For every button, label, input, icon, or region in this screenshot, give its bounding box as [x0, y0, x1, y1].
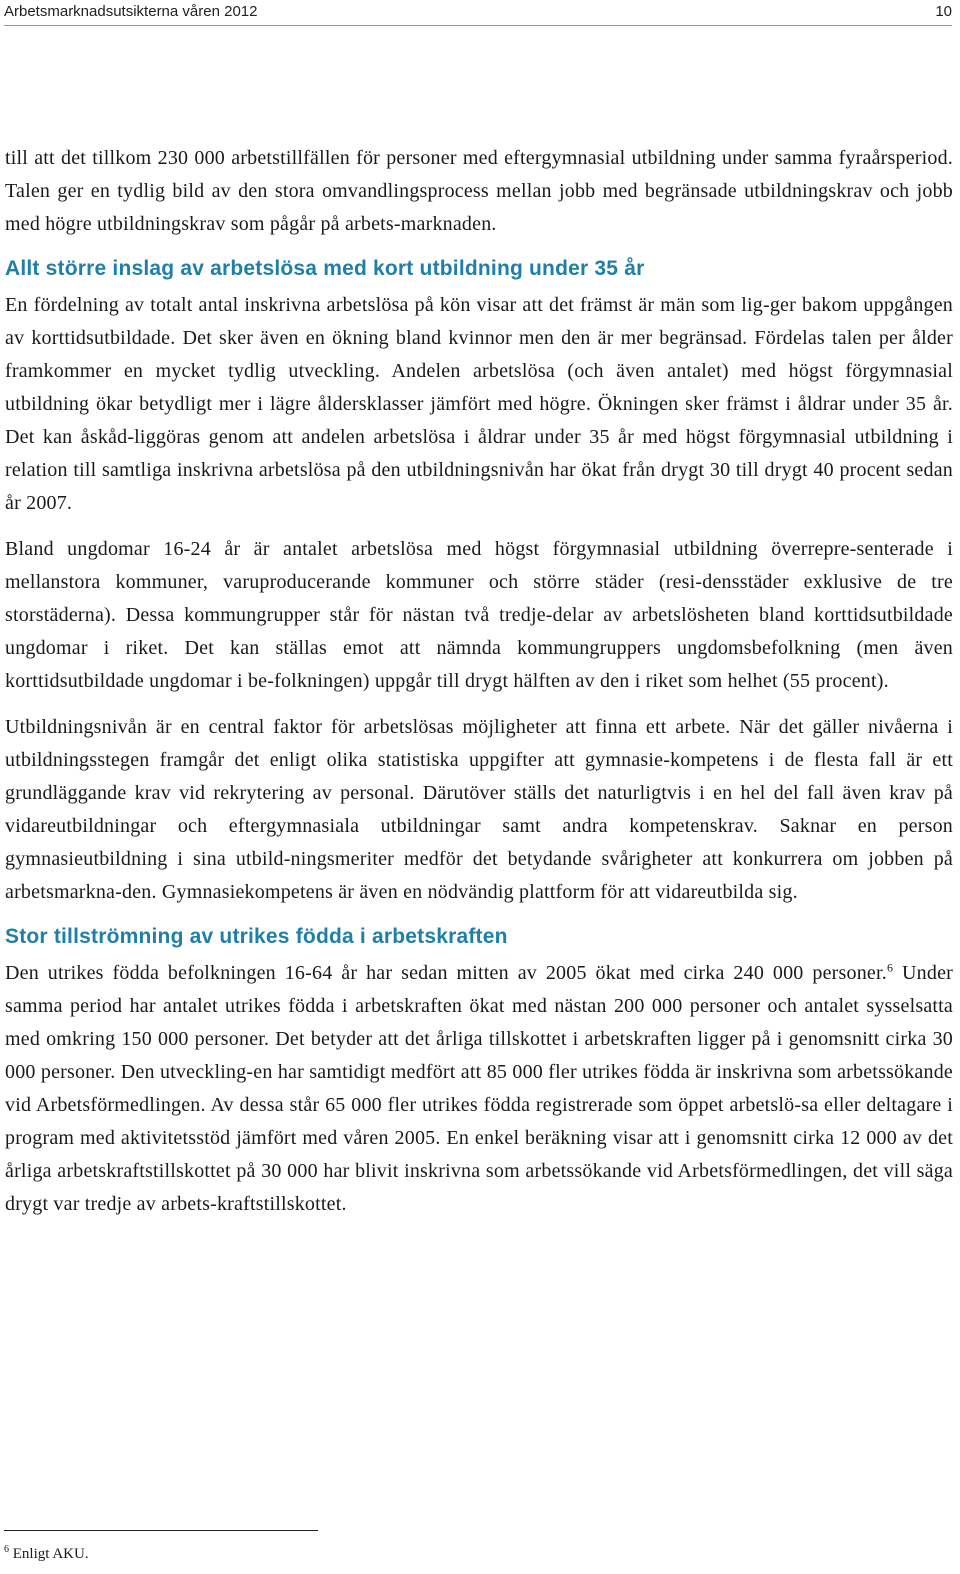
section-heading-foreign-born: Stor tillströmning av utrikes födda i arbetskraften [5, 925, 508, 948]
page-header [4, 0, 952, 22]
footnote-divider [4, 1530, 318, 1531]
paragraph-1: En fördelning av totalt antal inskrivna arbetslösa på kön visar att det främst är män som lig-ger bakom uppgången av korttidsutbildade. Det sker även en ökning bland kvinnor men den är mer begränsad. Fördelas talen per ålder framkommer en mycket tydlig utveckling. Andelen arbetslösa (och även antalet) med högst förgymnasial utbildning ökar betydligt mer i lägre åldersklasser jämfört med högre. Ökningen sker främst i åldrar under 35 år. Det kan åskåd-liggöras genom att andelen arbetslösa i åldrar under 35 år med högst förgymnasial utbildning i relation till samtliga inskrivna arbetslösa på den utbildningsnivån har ökat från drygt 30 till drygt 40 procent sedan år 2007. [5, 294, 953, 514]
running-title: Arbetsmarknadsutsikterna våren 2012 [4, 2, 258, 20]
paragraph-4-part-b: Under samma period har antalet utrikes födda i arbetskraften ökat med nästan 200 000 personer och antalet sysselsatta med omkring 150 000 personer. Det betyder att det årliga tillskottet i arbetskraften ligger på i genomsnitt cirka 30 000 personer. Den utveckling-en har samtidigt medfört att 85 000 fler utrikes födda är inskrivna som arbetssökande vid Arbetsförmedlingen. Av dessa står 65 000 fler utrikes födda registrerade som öppet arbetslö-sa eller deltagare i program med aktivitetsstöd jämfört med våren 2005. En enkel beräkning visar att i genomsnitt cirka 12 000 av det årliga arbetskraftstillskottet på 30 000 har blivit inskrivna som arbetssökande vid Arbetsförmedlingen, det vill säga drygt var tredje av arbets-kraftstillskottet. [5, 962, 954, 1215]
paragraph-4 [5, 957, 953, 1221]
paragraph-intro: till att det tillkom 230 000 arbetstillfällen för personer med eftergymnasial utbildning under samma fyraårsperiod. Talen ger en tydlig bild av den stora omvandlingsprocess mellan jobb med begränsade utbildningskrav och jobb med högre utbildningskrav som pågår på arbets-marknaden. [5, 147, 953, 235]
header-divider [4, 25, 952, 26]
section-heading-short-education: Allt större inslag av arbetslösa med kort utbildning under 35 år [5, 257, 645, 280]
paragraph-2: Bland ungdomar 16-24 år är antalet arbetslösa med högst förgymnasial utbildning överrepre-senterade i mellanstora kommuner, varuproducerande kommuner och större städer (resi-densstäder exklusive de tre storstäderna). Dessa kommungrupper står för nästan två tredje-delar av arbetslösheten bland korttidsutbildade ungdomar i riket. Det kan ställas emot att nämnda kommungruppers ungdomsbefolkning (men även korttidsutbildade ungdomar i be-folkningen) uppgår till drygt hälften av den i riket som helhet (55 procent). [5, 538, 953, 692]
footnote-text: Enligt AKU. [9, 1546, 89, 1562]
footnote-marker: 6 [4, 1544, 9, 1555]
paragraph-4-part-a: Den utrikes födda befolkningen 16-64 år har sedan mitten av 2005 ökat med cirka 240 000 personer. [5, 962, 887, 984]
page-number: 10 [935, 2, 952, 20]
body-text [5, 142, 953, 1234]
footnote [4, 1546, 89, 1563]
footnote-reference[interactable]: 6 [886, 960, 894, 975]
paragraph-3: Utbildningsnivån är en central faktor för arbetslösas möjligheter att finna ett arbete. När det gäller nivåerna i utbildningsstegen framgår det enligt olika statistiska uppgifter att gymnasie-kompetens i de flesta fall är ett grundläggande krav vid rekrytering av personal. Därutöver ställs det naturligtvis i en hel del fall även krav på vidareutbildningar och eftergymnasiala utbildningar samt andra kompetenskrav. Saknar en person gymnasieutbildning i sina utbild-ningsmeriter medför det betydande svårigheter att konkurrera om jobben på arbetsmarkna-den. Gymnasiekompetens är även en nödvändig plattform för att vidareutbilda sig. [5, 716, 953, 903]
